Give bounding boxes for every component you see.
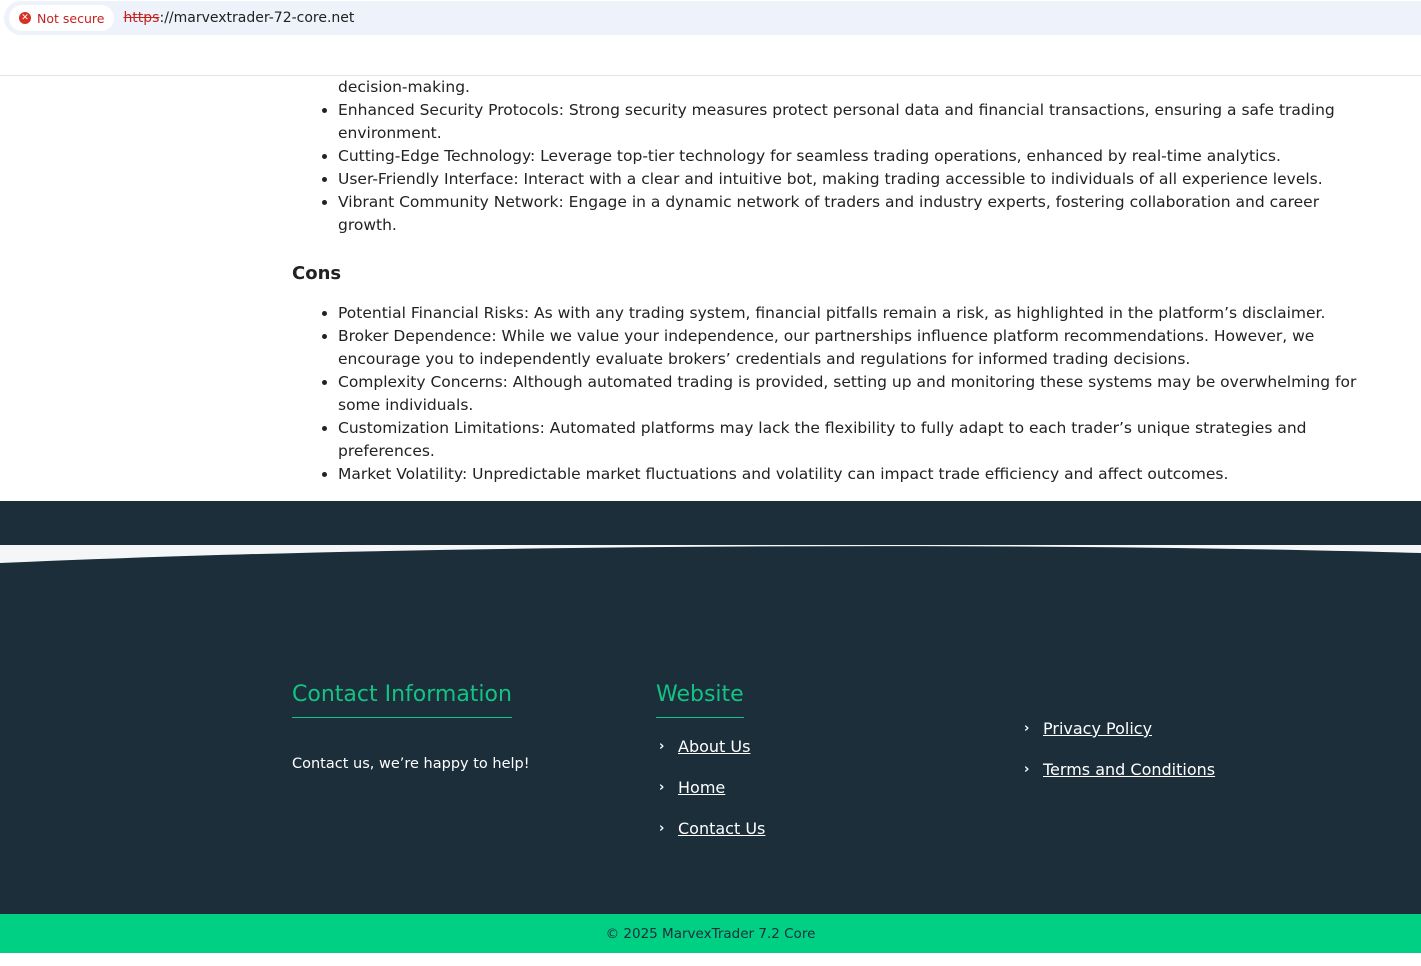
footer-wave-divider — [0, 541, 1421, 571]
footer-link-home[interactable] — [656, 767, 765, 808]
footer-link-privacy[interactable] — [1021, 708, 1215, 749]
terms-link[interactable]: Terms and Conditions — [1043, 760, 1216, 779]
cons-heading: Cons — [292, 263, 342, 284]
list-item: • Market Volatility: Unpredictable market fluctuations and volatility can impact trade efficiency and affect outcomes. — [338, 463, 1382, 486]
security-label: Not secure — [37, 10, 105, 26]
omnibox[interactable] — [4, 1, 1421, 35]
footer-legal-column — [1021, 708, 1215, 790]
home-link[interactable]: Home — [678, 778, 726, 797]
list-item: • Potential Financial Risks: As with any trading system, financial pitfalls remain a risk, as highlighted in the platform’s disclaimer. — [338, 302, 1382, 325]
chevron-right-icon: › — [1024, 762, 1030, 777]
url-scheme: https — [123, 10, 160, 26]
privacy-policy-link[interactable]: Privacy Policy — [1043, 719, 1153, 738]
contact-us-link[interactable]: Contact Us — [678, 819, 766, 838]
footer-website-column — [656, 680, 765, 849]
chevron-right-icon: › — [659, 739, 665, 754]
url-domain: ://marvextrader-72-core.net — [159, 10, 355, 26]
site-header-strip — [0, 36, 1421, 76]
footer-contact-column — [292, 680, 530, 772]
list-item: • Broker Dependence: While we value your independence, our partnerships influence platform recommendations. However, we encourage you to independently evaluate brokers’ credentials and regulations for informed trading decisions. — [338, 325, 1382, 371]
website-links — [656, 726, 765, 849]
footer-link-terms[interactable] — [1021, 749, 1215, 790]
browser-address-bar — [0, 0, 1421, 36]
page-bottom-margin — [0, 953, 1421, 966]
copyright-bar — [0, 914, 1421, 953]
footer-link-contact[interactable] — [656, 808, 765, 849]
list-item: • Complexity Concerns: Although automated trading is provided, setting up and monitoring these systems may be overwhelming for some individuals. — [338, 371, 1382, 417]
pros-continuation: decision-making. — [338, 78, 470, 96]
list-item: • Vibrant Community Network: Engage in a dynamic network of traders and industry experts, fostering collaboration and career growth. — [338, 191, 1382, 237]
chevron-right-icon: › — [1024, 721, 1030, 736]
pros-list — [292, 99, 1382, 237]
cons-list — [292, 302, 1382, 486]
website-title: Website — [656, 680, 744, 718]
copyright-text: © 2025 MarvexTrader 7.2 Core — [605, 925, 816, 942]
site-footer — [0, 501, 1421, 915]
list-item: • Cutting-Edge Technology: Leverage top-tier technology for seamless trading operations, enhanced by real-time analytics. — [338, 145, 1382, 168]
list-item: • User-Friendly Interface: Interact with a clear and intuitive bot, making trading accessible to individuals of all experience levels. — [338, 168, 1382, 191]
about-us-link[interactable]: About Us — [678, 737, 751, 756]
list-item: • Customization Limitations: Automated platforms may lack the flexibility to fully adapt to each trader’s unique strategies and preferences. — [338, 417, 1382, 463]
chevron-right-icon: › — [659, 780, 665, 795]
security-indicator[interactable] — [9, 5, 114, 31]
warning-icon: ✕ — [19, 12, 31, 24]
contact-text: Contact us, we’re happy to help! — [292, 756, 530, 772]
contact-title: Contact Information — [292, 680, 512, 718]
footer-link-about[interactable] — [656, 726, 765, 767]
list-item: • Enhanced Security Protocols: Strong security measures protect personal data and financial transactions, ensuring a safe trading environment. — [338, 99, 1382, 145]
url-text[interactable] — [123, 10, 354, 26]
main-content — [292, 76, 1382, 486]
chevron-right-icon: › — [659, 821, 665, 836]
